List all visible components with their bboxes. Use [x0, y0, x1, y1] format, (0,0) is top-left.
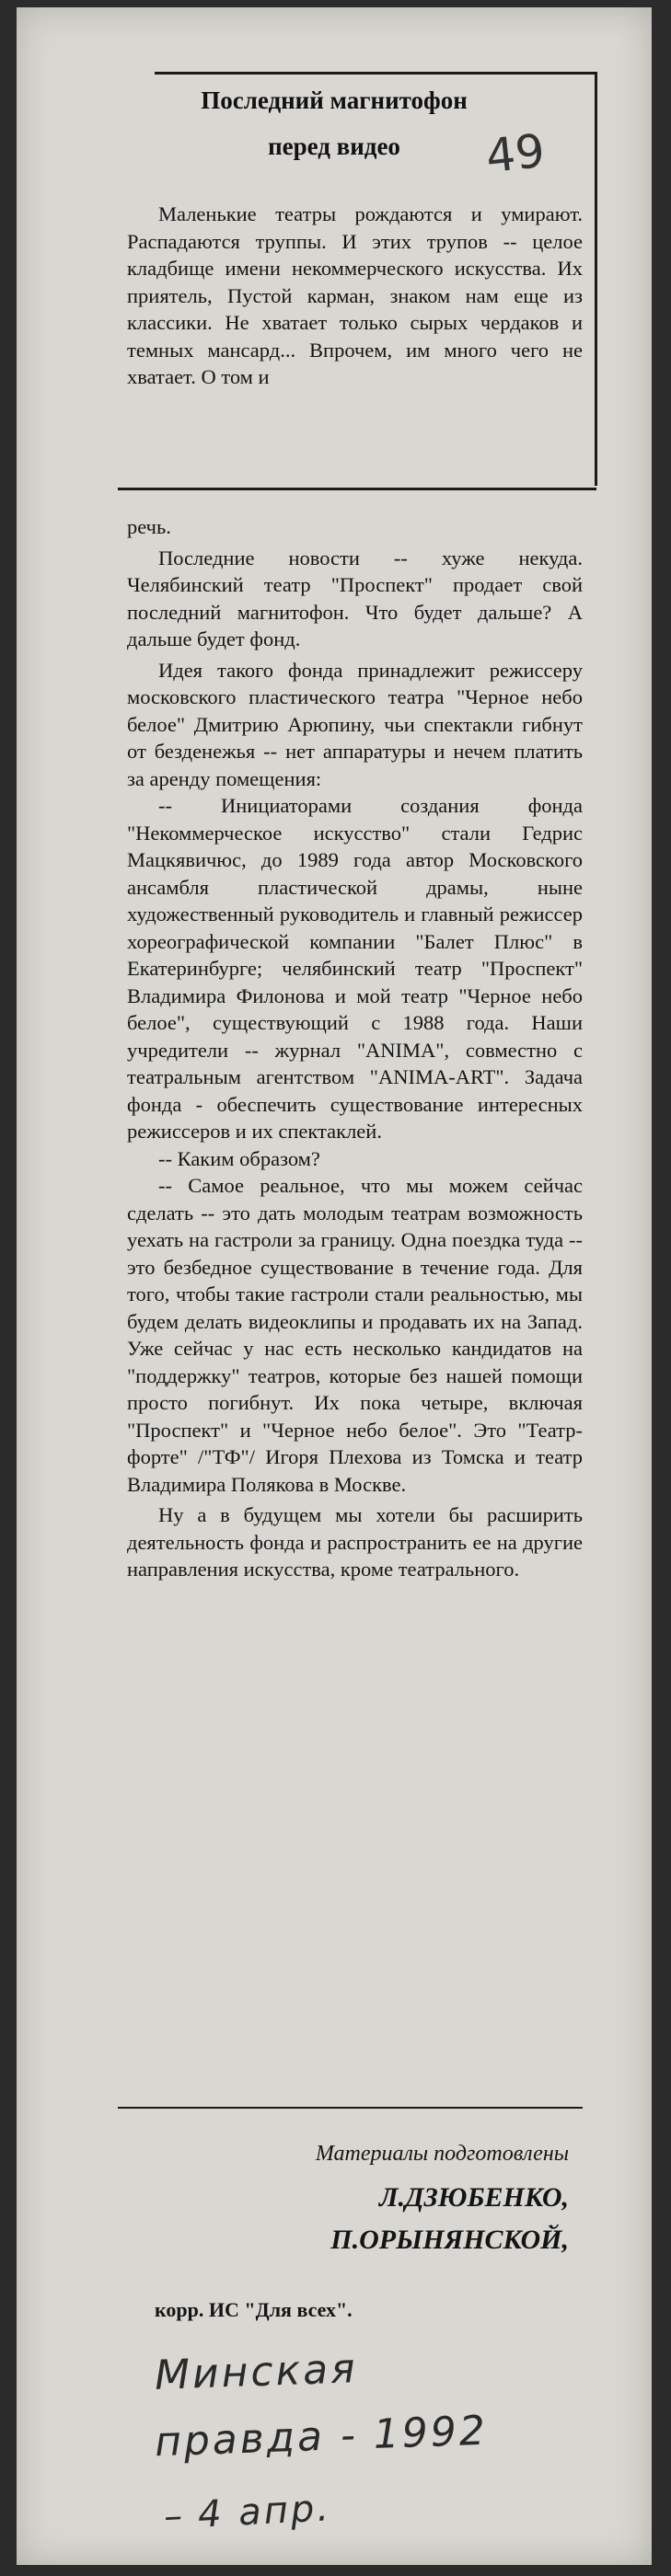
correspondent-credit: корр. ИС "Для всех". — [155, 2298, 353, 2321]
handwritten-source-line2: правда - 1992 — [154, 2407, 489, 2467]
signature-author2: П.ОРЫНЯНСКОЙ, — [330, 2225, 569, 2255]
article-body-block1 — [127, 201, 583, 391]
paragraph: Идея такого фонда принадлежит режиссеру московского пластического театра "Черное небо белое" Дмитрию Арюпину, чьи спектакли гибнут от безденежья -- нет аппаратуры и нечем платить за аренду помещения: — [127, 658, 583, 790]
paragraph: -- Самое реальное, что мы можем сейчас сделать -- это дать молодым театрам возможность уехать на гастроли за границу. Одна поездка туда -- это безбедное существование в течение года. Для того, чтобы такие гастроли стали реальностью, мы будем делать видеоклипы и продавать их на Запад. Уже сейчас у нас есть несколько кандидатов на "поддержку" театров, которые без нашей помощи просто погибнут. Их пока четыре, включая "Проспект" и "Черное небо белое". Это "Театр-форте" /"ТФ"/ Игоря Плехова из Томска и театр Владимира Полякова в Москве. — [127, 1174, 583, 1496]
handwritten-date: – 4 апр. — [162, 2487, 333, 2538]
article-title-line1: Последний магнитофон — [201, 86, 468, 114]
handwritten-page-number: 49 — [483, 123, 548, 184]
paragraph: Маленькие театры рождаются и умирают. Распадаются труппы. И этих трупов -- целое кладбище имени некоммерческого искусства. Их приятель, Пустой карман, знаком нам еще из классики. Не хватает только сырых чердаков и темных мансард... Впрочем, им много чего не хватает. О том и — [127, 202, 583, 388]
frame-bottom-line — [118, 2107, 583, 2109]
paragraph: речь. — [127, 515, 171, 538]
signature-intro: Материалы подготовлены — [315, 2142, 569, 2166]
paragraph: -- Каким образом? — [158, 1146, 320, 1170]
paragraph: Ну а в будущем мы хотели бы расширить деятельность фонда и распространить ее на другие направления искусства, кроме театрального. — [127, 1503, 583, 1581]
handwritten-source-line1: Минская — [154, 2345, 359, 2399]
paragraph: -- Инициаторами создания фонда "Некоммерческое искусство" стали Гедрис Мацкявичюс, до 1989 года автор Московского ансамбля пластической драмы, ныне художественный руководитель и главный режиссер хореографической компании "Балет Плюс" в Екатеринбурге; челябинский театр "Проспект" Владимира Филонова и мой театр "Черное небо белое", существующий с 1988 года. Наши учредители -- журнал "ANIMA", совместно с театральным агентством "ANIMA-ART". Задача фонда - обеспечить существование интересных режиссеров и их спектаклей. — [127, 794, 583, 1143]
article-title-line2: перед видео — [268, 132, 400, 160]
newspaper-clipping — [17, 7, 652, 2565]
frame-mid-line — [118, 488, 596, 490]
frame-top-line — [155, 72, 596, 75]
signature-author1: Л.ДЗЮБЕНКО, — [378, 2182, 569, 2213]
paragraph: Последние новости -- хуже некуда. Челябинский театр "Проспект" продает свой последний магнитофон. Что будет дальше? А дальше будет фонд. — [127, 546, 583, 650]
article-body-block2 — [127, 513, 583, 1583]
